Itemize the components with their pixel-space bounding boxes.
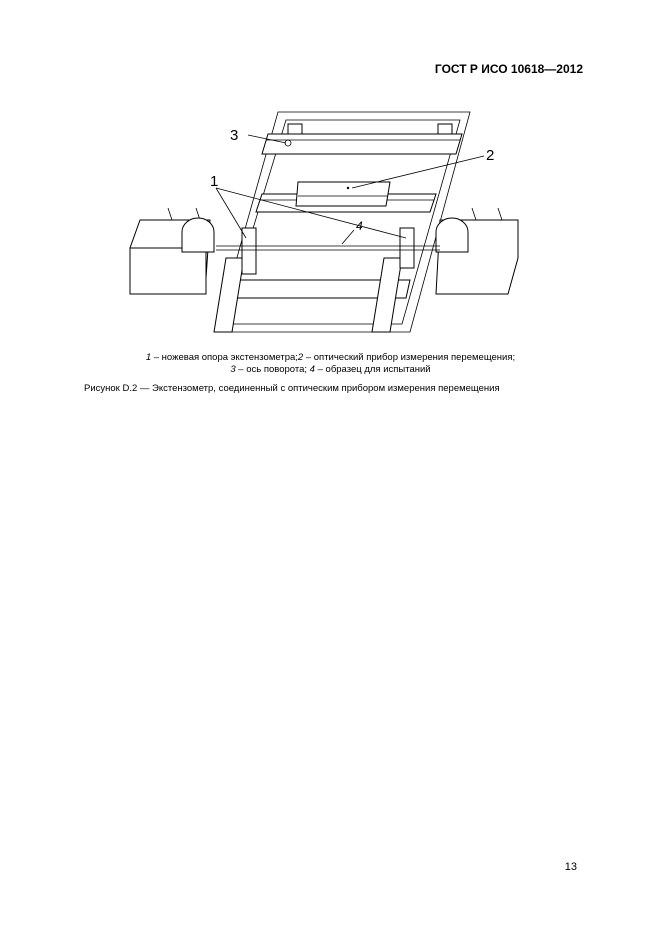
legend-text-1: – ножевая опора экстензометра; [151, 352, 298, 363]
callout-2: 2 [486, 147, 495, 164]
legend-num-4: 4 [309, 364, 315, 375]
legend-text-4: – образец для испытаний [314, 364, 431, 375]
figure-legend [0, 352, 661, 376]
legend-line-1 [0, 352, 661, 364]
page-number: 13 [564, 861, 577, 873]
callout-1: 1 [210, 173, 219, 190]
frame [214, 112, 470, 332]
legend-num-2: 2 [297, 352, 304, 363]
callout-4: 4 [356, 219, 363, 233]
figure-caption: Рисунок D.2 — Экстензометр, соединенный с оптическим прибором измерения перемещения [84, 383, 500, 394]
document-header: ГОСТ Р ИСО 10618—2012 [434, 62, 583, 76]
right-clamp [400, 208, 518, 294]
extensometer-drawing [120, 108, 530, 344]
legend-num-3: 3 [230, 364, 236, 375]
callout-3: 3 [230, 127, 239, 144]
legend-num-1: 1 [145, 352, 152, 363]
legend-text-3: – ось поворота; [235, 364, 310, 375]
legend-text-2: – оптический прибор измерения перемещения; [303, 352, 516, 363]
legend-line-2 [0, 364, 661, 376]
